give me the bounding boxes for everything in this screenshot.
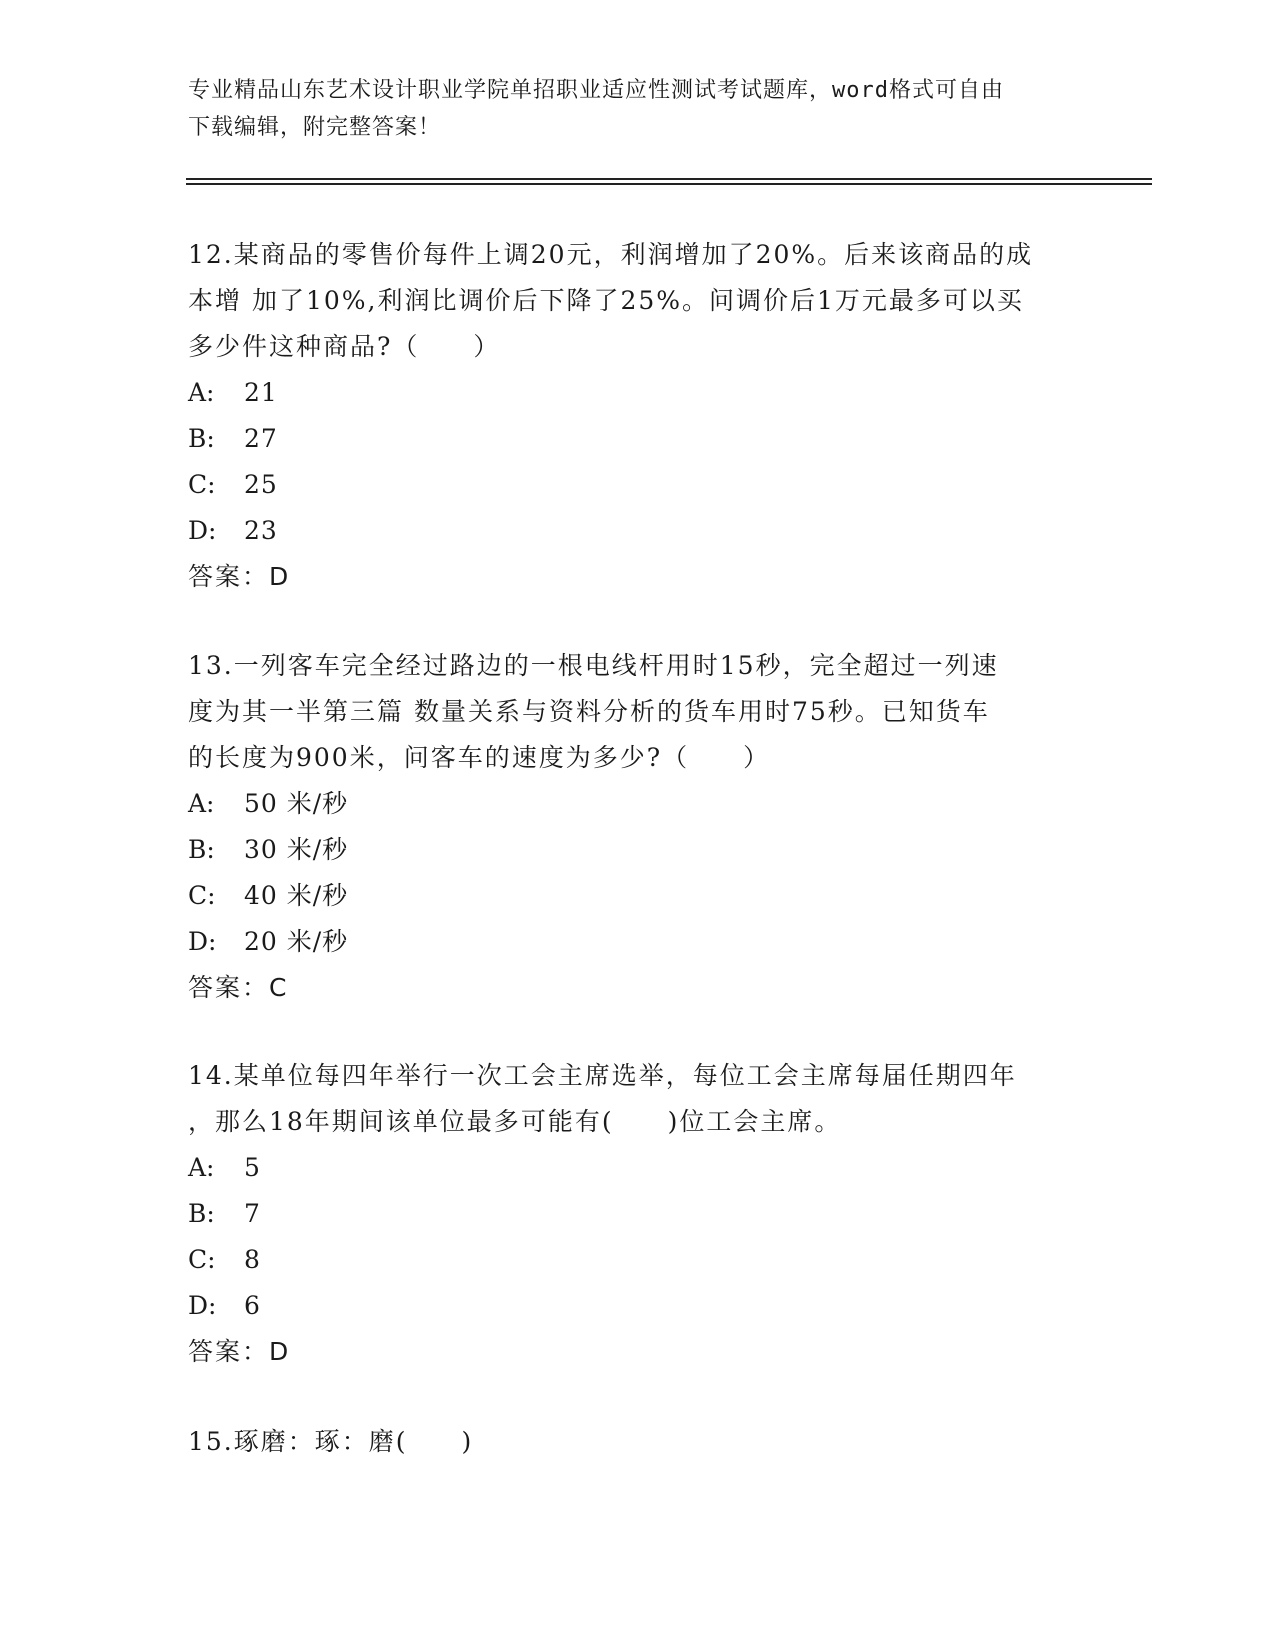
option-label: C: — [188, 881, 216, 910]
option-d — [188, 919, 1088, 965]
option-a — [188, 370, 1088, 416]
option-label: D: — [188, 927, 217, 956]
question-line: 13.一列客车完全经过路边的一根电线杆用时15秒，完全超过一列速 — [188, 651, 999, 680]
option-label: B: — [188, 835, 215, 864]
option-d — [188, 1283, 1088, 1329]
option-a — [188, 781, 1088, 827]
option-d — [188, 508, 1088, 554]
option-b — [188, 416, 1088, 462]
question-13 — [188, 643, 1088, 1011]
header-line: 下载编辑，附完整答案！ — [188, 115, 442, 140]
option-label: A: — [188, 789, 215, 818]
option-label: C: — [188, 470, 216, 499]
option-value: 21 — [244, 378, 278, 407]
option-value: 50 米/秒 — [244, 789, 349, 818]
option-value: 8 — [244, 1245, 261, 1274]
page-header — [188, 72, 1088, 146]
option-value: 25 — [244, 470, 278, 499]
question-line: 15.琢磨：琢：磨( ) — [188, 1427, 474, 1456]
question-line: 多少件这种商品?（ ） — [188, 332, 501, 361]
option-value: 5 — [244, 1153, 261, 1182]
option-value: 6 — [244, 1291, 261, 1320]
option-value: 20 米/秒 — [244, 927, 349, 956]
question-14 — [188, 1053, 1088, 1375]
question-12 — [188, 232, 1088, 600]
header-divider — [186, 183, 1152, 185]
option-c — [188, 462, 1088, 508]
option-value: 23 — [244, 516, 278, 545]
header-divider — [186, 178, 1152, 180]
option-label: C: — [188, 1245, 216, 1274]
option-label: D: — [188, 1291, 217, 1320]
option-b — [188, 827, 1088, 873]
option-label: B: — [188, 424, 215, 453]
answer-line: 答案：C — [188, 973, 289, 1002]
option-c — [188, 873, 1088, 919]
question-line: 14.某单位每四年举行一次工会主席选举，每位工会主席每届任期四年 — [188, 1061, 1017, 1090]
question-line: ，那么18年期间该单位最多可能有( )位工会主席。 — [188, 1107, 842, 1136]
option-b — [188, 1191, 1088, 1237]
option-value: 27 — [244, 424, 278, 453]
option-label: D: — [188, 516, 217, 545]
option-value: 7 — [244, 1199, 261, 1228]
header-line: 专业精品山东艺术设计职业学院单招职业适应性测试考试题库，word格式可自由 — [188, 78, 1004, 103]
answer-line: 答案：D — [188, 1337, 291, 1366]
question-text — [188, 643, 1088, 781]
question-text — [188, 1419, 1088, 1465]
option-value: 40 米/秒 — [244, 881, 349, 910]
question-line: 的长度为900米，问客车的速度为多少?（ ） — [188, 743, 771, 772]
question-line: 12.某商品的零售价每件上调20元，利润增加了20%。后来该商品的成 — [188, 240, 1034, 269]
question-line: 本增 加了10%,利润比调价后下降了25%。问调价后1万元最多可以买 — [188, 286, 1024, 315]
option-label: A: — [188, 378, 215, 407]
option-a — [188, 1145, 1088, 1191]
option-label: B: — [188, 1199, 215, 1228]
option-label: A: — [188, 1153, 215, 1182]
question-text — [188, 232, 1088, 370]
option-value: 30 米/秒 — [244, 835, 349, 864]
option-c — [188, 1237, 1088, 1283]
question-line: 度为其一半第三篇 数量关系与资料分析的货车用时75秒。已知货车 — [188, 697, 990, 726]
answer-line: 答案：D — [188, 562, 291, 591]
question-15 — [188, 1419, 1088, 1465]
question-text — [188, 1053, 1088, 1145]
